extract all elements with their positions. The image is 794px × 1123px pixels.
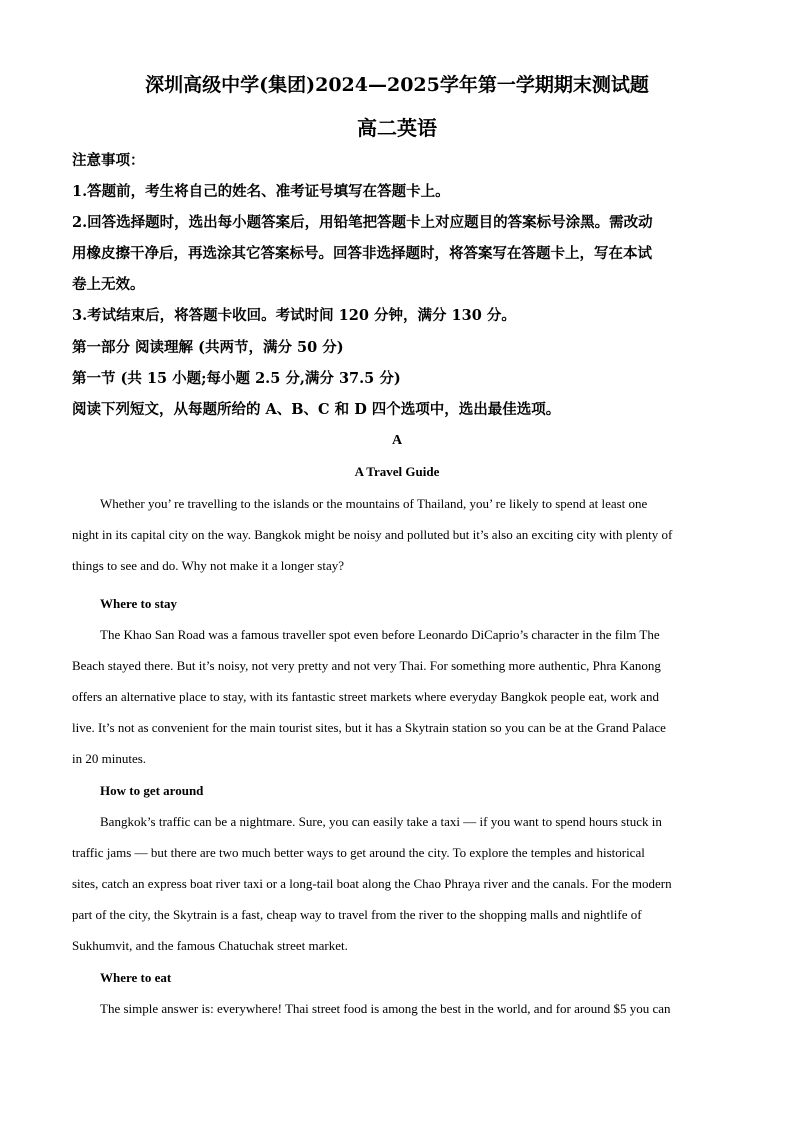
section-heading: 第一节 (共 15 小题;每小题 2.5 分,满分 37.5 分) — [72, 370, 401, 387]
eat-line-1: The simple answer is: everywhere! Thai street food is among the best in the world, and for around $5 you can — [100, 1001, 671, 1016]
exam-subtitle: 高二英语 — [357, 116, 437, 140]
stay-line-3: offers an alternative place to stay, with its fantastic street markets where everyday Bangkok people eat, work and — [72, 689, 659, 704]
around-line-4: part of the city, the Skytrain is a fast, cheap way to travel from the river to the shopping malls and nightlife of — [72, 907, 642, 922]
part-heading: 第一部分 阅读理解 (共两节，满分 50 分) — [72, 339, 344, 356]
section-instruction: 阅读下列短文，从每题所给的 A、B、C 和 D 四个选项中，选出最佳选项。 — [72, 401, 561, 418]
around-line-2: traffic jams — but there are two much better ways to get around the city. To explore the temples and historical — [72, 845, 645, 860]
notice-item-2-line-3: 卷上无效。 — [72, 276, 145, 293]
notice-heading: 注意事项： — [72, 152, 145, 169]
notice-item-1: 1.答题前，考生将自己的姓名、准考证号填写在答题卡上。 — [72, 183, 450, 200]
notice-item-2-line-1: 2.回答选择题时，选出每小题答案后，用铅笔把答题卡上对应题目的答案标号涂黑。需改动 — [72, 214, 653, 231]
notice-item-3: 3.考试结束后，将答题卡收回。考试时间 120 分钟，满分 130 分。 — [72, 307, 516, 324]
exam-title: 深圳高级中学(集团)2024—2025学年第一学期期末测试题 — [145, 74, 649, 96]
around-line-3: sites, catch an express boat river taxi or a long-tail boat along the Chao Phraya river and the canals. For the modern — [72, 876, 672, 891]
intro-line-3: things to see and do. Why not make it a longer stay? — [72, 558, 344, 573]
intro-line-1: Whether you’ re travelling to the islands or the mountains of Thailand, you’ re likely to spend at least one — [100, 496, 648, 511]
intro-line-2: night in its capital city on the way. Bangkok might be noisy and polluted but it’s also an exciting city with plenty of — [72, 527, 673, 542]
stay-line-2: Beach stayed there. But it’s noisy, not very pretty and not very Thai. For something more authentic, Phra Kanong — [72, 658, 661, 673]
stay-line-4: live. It’s not as convenient for the main tourist sites, but it has a Skytrain station so you can be at the Grand Palace — [72, 720, 666, 735]
around-heading: How to get around — [100, 783, 204, 798]
stay-heading: Where to stay — [100, 596, 178, 611]
passage-title: A Travel Guide — [354, 464, 440, 479]
stay-line-5: in 20 minutes. — [72, 751, 147, 766]
around-line-5: Sukhumvit, and the famous Chatuchak street market. — [72, 938, 348, 953]
notice-item-2-line-2: 用橡皮擦干净后，再选涂其它答案标号。回答非选择题时，将答案写在答题卡上，写在本试 — [72, 245, 652, 262]
passage-label: A — [391, 433, 403, 448]
around-line-1: Bangkok’s traffic can be a nightmare. Sure, you can easily take a taxi — if you want to spend hours stuck in — [100, 814, 662, 829]
eat-heading: Where to eat — [100, 970, 172, 985]
stay-line-1: The Khao San Road was a famous traveller spot even before Leonardo DiCaprio’s character in the film The — [100, 627, 660, 642]
